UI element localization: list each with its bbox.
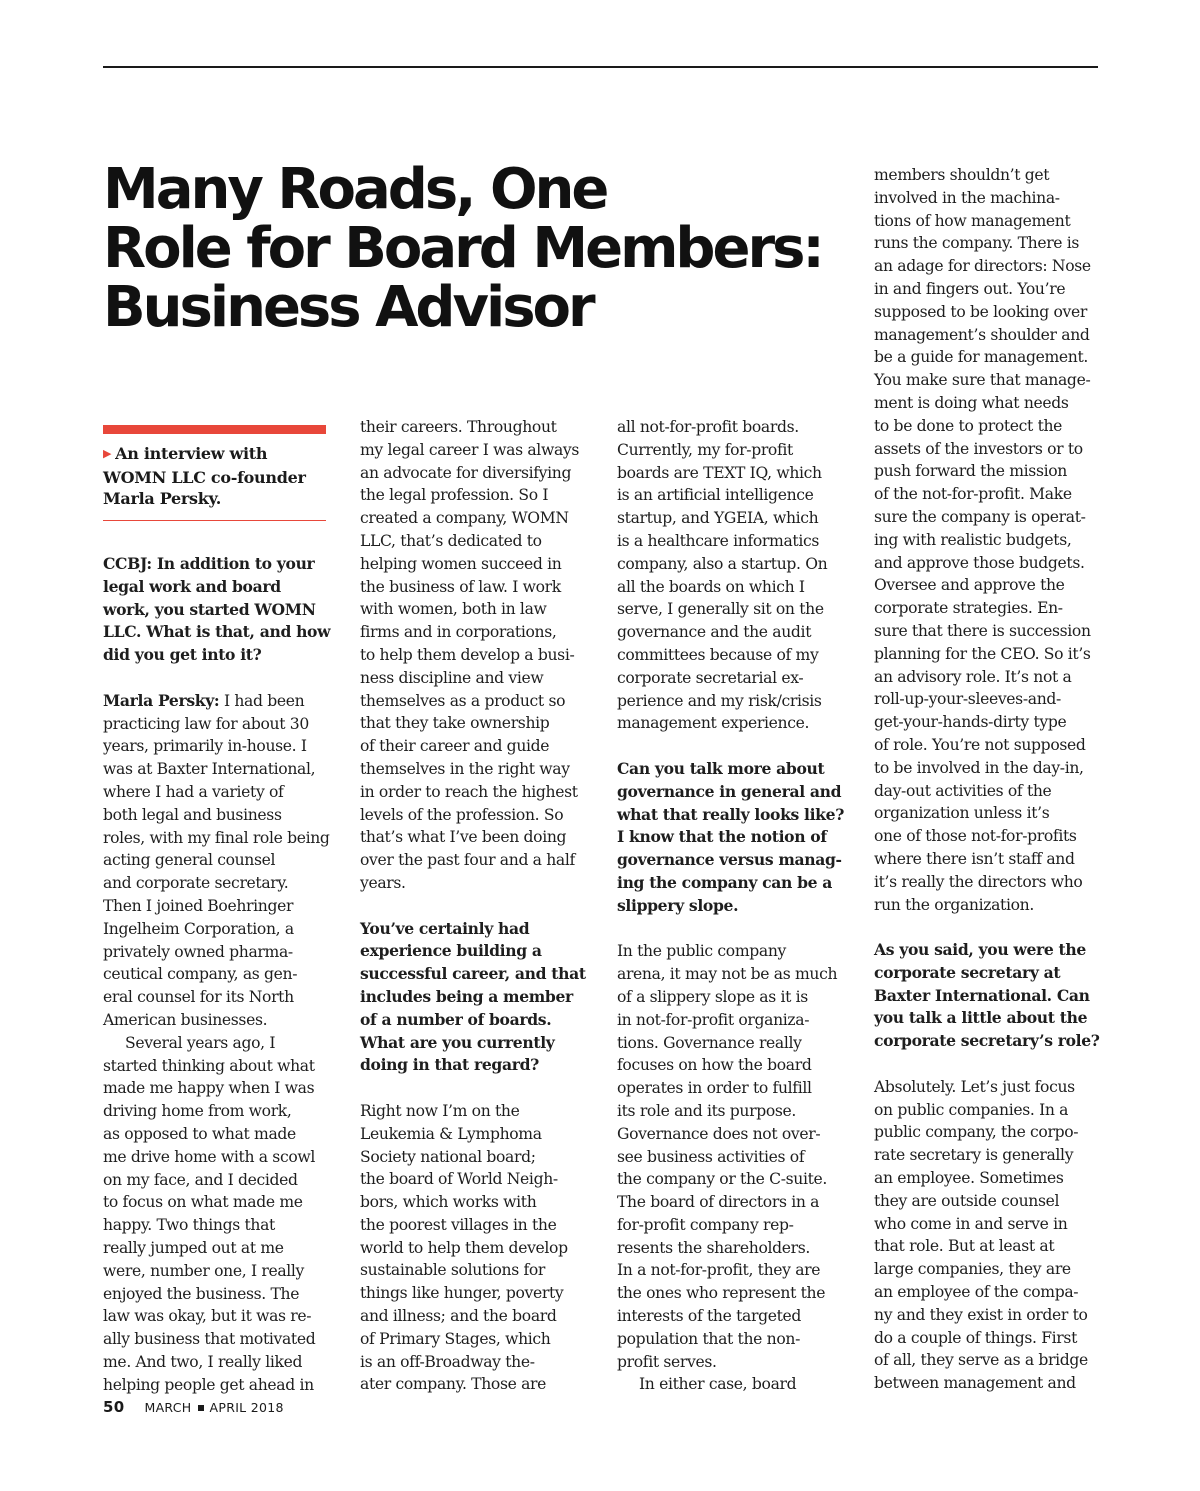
body-line: in order to reach the highest — [360, 782, 578, 801]
body-line: Leukemia & Lymphoma — [360, 1124, 542, 1143]
body-line: see business activities of — [617, 1147, 805, 1166]
body-line: an advocate for diversifying — [360, 463, 572, 482]
body-line: corporate strategies. En- — [874, 599, 1063, 618]
body-line — [103, 690, 335, 713]
body-line: of role. You’re not supposed — [874, 735, 1086, 754]
body-line: levels of the profession. So — [360, 805, 564, 824]
question-line: slippery slope. — [617, 895, 739, 915]
intro-accent-bar — [103, 425, 326, 434]
body-line: roles, with my final role being — [103, 828, 330, 847]
paragraph-gap — [360, 1077, 592, 1100]
body-line: ment is doing what needs — [874, 393, 1069, 412]
body-line: sure that there is succession — [874, 621, 1091, 640]
body-line: is an artificial intelligence — [617, 486, 814, 505]
body-line: that’s what I’ve been doing — [360, 828, 567, 847]
body-line: happy. Two things that — [103, 1216, 275, 1235]
body-line: supposed to be looking over — [874, 302, 1087, 321]
body-line: The board of directors in a — [617, 1193, 820, 1212]
body-line: its role and its purpose. — [617, 1101, 797, 1120]
question-line: ing the company can be a — [617, 872, 833, 892]
question-line: CCBJ: In addition to your — [103, 554, 315, 573]
body-line: is an off-Broadway the- — [360, 1352, 535, 1371]
body-line: the board of World Neigh- — [360, 1170, 558, 1189]
body-line: themselves as a product so — [360, 691, 566, 710]
body-line: eral counsel for its North — [103, 988, 294, 1007]
body-line: ness discipline and view — [360, 668, 544, 687]
body-line: do a couple of things. First — [874, 1328, 1077, 1347]
body-line: In the public company — [617, 942, 787, 961]
body-line: to be done to protect the — [874, 416, 1063, 435]
body-line: be a guide for management. — [874, 348, 1088, 367]
paragraph-gap — [103, 667, 335, 690]
body-line: focuses on how the board — [617, 1056, 812, 1075]
body-line: ing with realistic budgets, — [874, 530, 1072, 549]
body-line: helping women succeed in — [360, 554, 562, 573]
body-line: helping people get ahead in — [103, 1375, 314, 1394]
question-line: LLC. What is that, and how — [103, 622, 331, 642]
body-line: sure the company is operat- — [874, 507, 1086, 526]
body-line: were, number one, I really — [103, 1261, 305, 1280]
body-line: acting general counsel — [103, 851, 276, 870]
body-line: is a healthcare informatics — [617, 531, 820, 550]
body-line: perience and my risk/crisis — [617, 691, 822, 710]
article-column-3 — [617, 416, 849, 1396]
body-line: was at Baxter International, — [103, 760, 316, 779]
body-line: themselves in the right way — [360, 759, 570, 778]
body-line: tions. Governance really — [617, 1033, 802, 1052]
paragraph-gap — [360, 895, 592, 918]
body-line: for-profit company rep- — [617, 1215, 794, 1234]
paragraph-gap — [874, 1053, 1106, 1076]
body-line: things like hunger, poverty — [360, 1284, 564, 1303]
question-line: What are you currently — [360, 1032, 555, 1052]
headline-line: Role for Board Members: — [103, 216, 822, 281]
body-line: Governance does not over- — [617, 1124, 821, 1143]
body-line: with women, both in law — [360, 600, 547, 619]
body-line: members shouldn’t get — [874, 166, 1050, 184]
body-line: the ones who represent the — [617, 1284, 826, 1303]
body-line: Several years ago, I — [125, 1033, 276, 1052]
article-column-1 — [103, 553, 335, 1396]
body-line: company, also a startup. On — [617, 554, 828, 573]
question-line: what that really looks like? — [617, 804, 844, 824]
body-line: and approve those budgets. — [874, 553, 1085, 572]
body-line: corporate secretarial ex- — [617, 668, 804, 687]
body-line: over the past four and a half — [360, 851, 575, 870]
body-line: run the organization. — [874, 895, 1034, 914]
body-line: between management and — [874, 1374, 1076, 1393]
body-line: rate secretary is generally — [874, 1146, 1074, 1165]
question-line: You’ve certainly had — [360, 918, 530, 938]
question-line: did you get into it? — [103, 645, 262, 665]
question-line: experience building a — [360, 941, 542, 961]
body-line: to be involved in the day-in, — [874, 758, 1084, 777]
headline-line: Many Roads, One — [103, 157, 607, 222]
body-line: where there isn’t staff and — [874, 849, 1075, 868]
body-line: boards are TEXT IQ, which — [617, 463, 822, 482]
body-line: my legal career I was always — [360, 440, 580, 459]
body-line: the company or the C-suite. — [617, 1170, 828, 1189]
body-line: firms and in corporations, — [360, 623, 557, 642]
body-line: involved in the machina- — [874, 188, 1060, 207]
body-line: one of those not-for-profits — [874, 827, 1077, 846]
issue-month: MARCH — [144, 1400, 192, 1415]
body-line: an employee. Sometimes — [874, 1169, 1064, 1188]
question-line: doing in that regard? — [360, 1055, 539, 1075]
question-line: successful career, and that — [360, 964, 586, 984]
body-line: the business of law. I work — [360, 577, 561, 596]
body-line: Currently, my for-profit — [617, 440, 793, 459]
body-line: profit serves. — [617, 1352, 717, 1371]
question-line: work, you started WOMN — [103, 599, 316, 619]
body-line: serve, I generally sit on the — [617, 600, 824, 619]
body-line: years. — [360, 873, 406, 892]
body-line: Society national board; — [360, 1147, 536, 1166]
page-number: 50 — [103, 1398, 125, 1416]
body-line: started thinking about what — [103, 1056, 315, 1075]
body-line: to focus on what made me — [103, 1193, 303, 1212]
body-line: bors, which works with — [360, 1193, 537, 1212]
body-line: it’s really the directors who — [874, 872, 1083, 891]
body-line: operates in order to fulfill — [617, 1079, 812, 1098]
body-line: of Primary Stages, which — [360, 1329, 551, 1348]
body-line: public company, the corpo- — [874, 1123, 1079, 1142]
body-line: day-out activities of the — [874, 781, 1052, 800]
question-line: governance in general and — [617, 781, 842, 801]
article-column-4 — [874, 164, 1106, 1395]
top-rule — [103, 66, 1098, 68]
body-line: on my face, and I decided — [103, 1170, 298, 1189]
body-line: tions of how management — [874, 211, 1071, 230]
body-line: assets of the investors or to — [874, 439, 1083, 458]
headline — [103, 157, 843, 340]
body-line: Absolutely. Let’s just focus — [874, 1077, 1075, 1096]
body-line: enjoyed the business. The — [103, 1284, 300, 1303]
triangle-right-icon: ▶ — [103, 447, 112, 460]
body-line: startup, and YGEIA, which — [617, 509, 819, 528]
body-line: ceutical company, as gen- — [103, 965, 298, 984]
body-line: years, primarily in-house. I — [103, 737, 307, 756]
paragraph-gap — [874, 916, 1106, 939]
body-line: all the boards on which I — [617, 577, 805, 596]
body-line: driving home from work, — [103, 1102, 292, 1121]
body-line: In either case, board — [639, 1375, 797, 1394]
body-line: as opposed to what made — [103, 1124, 296, 1143]
intro-line: ▶ An interview with — [103, 444, 268, 463]
body-line: committees because of my — [617, 645, 819, 664]
question-line: I know that the notion of — [617, 827, 827, 847]
issue-date: APRIL 2018 — [209, 1400, 284, 1415]
body-line: on public companies. In a — [874, 1100, 1069, 1119]
body-line: privately owned pharma- — [103, 942, 293, 961]
question-line: As you said, you were the — [874, 940, 1086, 960]
body-line: the poorest villages in the — [360, 1215, 557, 1234]
body-line: made me happy when I was — [103, 1079, 315, 1098]
body-text: I had been — [219, 691, 305, 710]
question-line: you talk a little about the — [874, 1008, 1088, 1028]
body-line: who come in and serve in — [874, 1214, 1068, 1233]
body-line: their careers. Throughout — [360, 418, 557, 436]
intro-deck — [103, 443, 335, 510]
body-line: Then I joined Boehringer — [103, 896, 294, 915]
body-line: sustainable solutions for — [360, 1261, 546, 1280]
question-line: governance versus manag- — [617, 850, 842, 870]
body-line: in not-for-profit organiza- — [617, 1010, 810, 1029]
body-line: In a not-for-profit, they are — [617, 1261, 821, 1280]
body-line: management experience. — [617, 714, 810, 733]
question-line: corporate secretary’s role? — [874, 1031, 1100, 1051]
body-line: law was okay, but it was re- — [103, 1307, 312, 1326]
body-line: to help them develop a busi- — [360, 645, 575, 664]
body-line: the legal profession. So I — [360, 486, 549, 505]
article-column-2 — [360, 416, 592, 1396]
body-line: governance and the audit — [617, 623, 812, 642]
body-line: management’s shoulder and — [874, 325, 1090, 344]
headline-line: Business Advisor — [103, 275, 593, 340]
body-line: get-your-hands-dirty type — [874, 713, 1067, 732]
body-line: and corporate secretary. — [103, 874, 289, 893]
body-line: large companies, they are — [874, 1260, 1071, 1279]
body-line: in and fingers out. You’re — [874, 279, 1066, 298]
body-line: they are outside counsel — [874, 1191, 1060, 1210]
body-line: me drive home with a scowl — [103, 1147, 316, 1166]
intro-line: Marla Persky. — [103, 489, 221, 508]
square-separator-icon — [198, 1405, 204, 1411]
body-line: American businesses. — [103, 1010, 268, 1029]
body-line: where I had a variety of — [103, 782, 284, 801]
body-line: Ingelheim Corporation, a — [103, 919, 294, 938]
body-line: runs the company. There is — [874, 234, 1080, 253]
body-line: population that the non- — [617, 1329, 800, 1348]
body-line: ny and they exist in order to — [874, 1305, 1088, 1324]
body-line: Oversee and approve the — [874, 576, 1065, 595]
body-line: arena, it may not be as much — [617, 965, 838, 984]
paragraph-gap — [617, 918, 849, 941]
body-line: and illness; and the board — [360, 1307, 557, 1326]
body-line: LLC, that’s dedicated to — [360, 531, 542, 550]
body-line: planning for the CEO. So it’s — [874, 644, 1091, 663]
speaker-label: Marla Persky: — [103, 690, 220, 710]
paragraph-gap — [617, 735, 849, 758]
body-line: organization unless it’s — [874, 804, 1050, 823]
body-line: interests of the targeted — [617, 1307, 802, 1326]
body-line: of a slippery slope as it is — [617, 987, 808, 1006]
question-line: Can you talk more about — [617, 758, 825, 778]
body-line: ally business that motivated — [103, 1330, 316, 1349]
question-line: legal work and board — [103, 576, 281, 596]
body-line: created a company, WOMN — [360, 509, 569, 528]
body-line: You make sure that manage- — [874, 371, 1091, 390]
body-line: an adage for directors: Nose — [874, 257, 1091, 276]
body-line: resents the shareholders. — [617, 1238, 810, 1257]
intro-divider — [103, 520, 326, 521]
question-line: includes being a member — [360, 986, 573, 1006]
body-line: roll-up-your-sleeves-and- — [874, 690, 1061, 709]
question-line: corporate secretary at — [874, 962, 1061, 982]
body-line: ater company. Those are — [360, 1375, 547, 1394]
body-line: really jumped out at me — [103, 1238, 284, 1257]
page-footer — [103, 1398, 284, 1416]
body-line: both legal and business — [103, 805, 282, 824]
body-line: of their career and guide — [360, 737, 550, 756]
body-line: practicing law for about 30 — [103, 714, 309, 733]
body-line: an advisory role. It’s not a — [874, 667, 1072, 686]
question-line: of a number of boards. — [360, 1009, 552, 1029]
body-line: that they take ownership — [360, 714, 550, 733]
question-line: Baxter International. Can — [874, 985, 1090, 1005]
body-line: an employee of the compa- — [874, 1283, 1079, 1302]
body-line: of the not-for-profit. Make — [874, 485, 1072, 504]
body-line: me. And two, I really liked — [103, 1352, 303, 1371]
body-line: all not-for-profit boards. — [617, 418, 799, 436]
body-line: world to help them develop — [360, 1238, 568, 1257]
intro-line: WOMN LLC co-founder — [103, 467, 306, 487]
body-line: Right now I’m on the — [360, 1101, 520, 1120]
body-line: push forward the mission — [874, 462, 1067, 481]
body-line: that role. But at least at — [874, 1237, 1055, 1256]
body-line: of all, they serve as a bridge — [874, 1351, 1088, 1370]
